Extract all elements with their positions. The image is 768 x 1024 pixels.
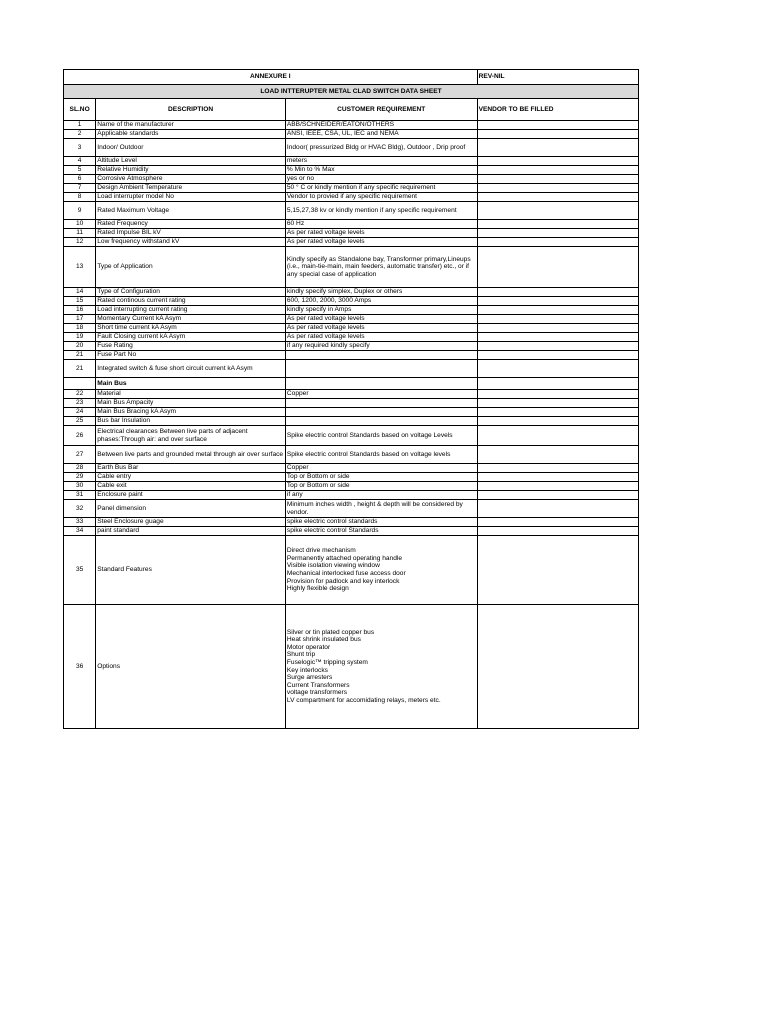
row-description: Between live parts and grounded metal through air over surface xyxy=(96,446,286,464)
row-vendor-value xyxy=(477,473,638,482)
row-sl-number: 3 xyxy=(64,139,96,157)
table-row xyxy=(64,482,639,491)
row-description: Rated Frequency xyxy=(96,220,286,229)
table-row xyxy=(64,184,639,193)
row-customer-requirement: Direct drive mechanism Permanently attached operating handle Visible isolation viewing window Mechanical interlocked fuse access door Provision for padlock and key interlock Highly flexible design xyxy=(285,536,477,605)
row-customer-requirement: Minimum inches width , height & depth will be considered by vendor. xyxy=(285,500,477,518)
table-row xyxy=(64,426,639,446)
row-vendor-value xyxy=(477,229,638,238)
row-customer-requirement xyxy=(285,408,477,417)
row-vendor-value xyxy=(477,297,638,306)
row-customer-requirement: kindly specify simplex, Duplex or others xyxy=(285,288,477,297)
row-vendor-value xyxy=(477,408,638,417)
table-row xyxy=(64,297,639,306)
table-row xyxy=(64,342,639,351)
table-row xyxy=(64,605,639,729)
row-sl-number xyxy=(64,378,96,390)
row-customer-requirement: spike electric control standards xyxy=(285,518,477,527)
row-description: Indoor/ Outdoor xyxy=(96,139,286,157)
row-description: Rated Impulse BIL kV xyxy=(96,229,286,238)
row-sl-number: 9 xyxy=(64,202,96,220)
table-row xyxy=(64,491,639,500)
row-sl-number: 28 xyxy=(64,464,96,473)
row-vendor-value xyxy=(477,399,638,408)
table-row xyxy=(64,202,639,220)
row-sl-number: 27 xyxy=(64,446,96,464)
table-row xyxy=(64,527,639,536)
section-heading: Main Bus xyxy=(96,378,286,390)
table-row xyxy=(64,408,639,417)
row-customer-requirement: As per rated voltage levels xyxy=(285,229,477,238)
table-row xyxy=(64,306,639,315)
row-sl-number: 31 xyxy=(64,491,96,500)
row-vendor-value xyxy=(477,491,638,500)
row-vendor-value xyxy=(477,426,638,446)
row-sl-number: 34 xyxy=(64,527,96,536)
row-customer-requirement: Silver or tin plated copper bus Heat shrink insulated bus Motor operator Shunt trip Fuselogic™ tripping system Key interlocks Surge arresters Current Transformers voltage transformers LV compartment for accomidating relays, meters etc. xyxy=(285,605,477,729)
table-row xyxy=(64,229,639,238)
row-description: Integrated switch & fuse short circuit current kA Asym xyxy=(96,360,286,378)
table-row xyxy=(64,333,639,342)
row-customer-requirement: Top or Bottom or side xyxy=(285,482,477,491)
row-sl-number: 33 xyxy=(64,518,96,527)
row-customer-requirement: 5,15,27,38 kv or kindly mention if any specific requirement xyxy=(285,202,477,220)
row-sl-number: 36 xyxy=(64,605,96,729)
row-description: Fault Closing current kA Asym xyxy=(96,333,286,342)
row-customer-requirement: Copper xyxy=(285,464,477,473)
row-customer-requirement: if any xyxy=(285,491,477,500)
column-header-vendor: VENDOR TO BE FILLED xyxy=(477,99,638,121)
column-header-row xyxy=(64,99,639,121)
column-header-description: DESCRIPTION xyxy=(96,99,286,121)
row-sl-number: 20 xyxy=(64,342,96,351)
row-sl-number: 6 xyxy=(64,175,96,184)
row-description: paint standard xyxy=(96,527,286,536)
row-description: Earth Bus Bar xyxy=(96,464,286,473)
row-sl-number: 26 xyxy=(64,426,96,446)
row-description: Rated Maximum Voltage xyxy=(96,202,286,220)
table-row xyxy=(64,139,639,157)
row-vendor-value xyxy=(477,518,638,527)
table-row xyxy=(64,399,639,408)
row-vendor-value xyxy=(477,536,638,605)
row-vendor-value xyxy=(477,193,638,202)
row-vendor-value xyxy=(477,166,638,175)
row-sl-number: 32 xyxy=(64,500,96,518)
table-row xyxy=(64,464,639,473)
row-sl-number: 21 xyxy=(64,360,96,378)
row-sl-number: 22 xyxy=(64,390,96,399)
data-sheet-table xyxy=(63,69,639,729)
row-description: Cable entry xyxy=(96,473,286,482)
row-description: Momentary Current kA Asym xyxy=(96,315,286,324)
row-vendor-value xyxy=(477,482,638,491)
row-description: Low frequency withstand kV xyxy=(96,238,286,247)
row-vendor-value xyxy=(477,157,638,166)
row-description: Electrical clearances Between live parts of adjacent phases:Through air: and over surface xyxy=(96,426,286,446)
row-customer-requirement: spike electric control Standards xyxy=(285,527,477,536)
row-vendor-value xyxy=(477,175,638,184)
row-description: Cable exit xyxy=(96,482,286,491)
row-description: Panel dimension xyxy=(96,500,286,518)
row-sl-number: 17 xyxy=(64,315,96,324)
row-sl-number: 24 xyxy=(64,408,96,417)
row-vendor-value xyxy=(477,288,638,297)
row-sl-number: 5 xyxy=(64,166,96,175)
row-sl-number: 21 xyxy=(64,351,96,360)
row-vendor-value xyxy=(477,315,638,324)
sheet-title: LOAD INTTERUPTER METAL CLAD SWITCH DATA SHEET xyxy=(64,85,639,99)
table-row xyxy=(64,247,639,288)
column-header-slno: SL.NO xyxy=(64,99,96,121)
row-vendor-value xyxy=(477,342,638,351)
row-vendor-value xyxy=(477,247,638,288)
row-sl-number: 13 xyxy=(64,247,96,288)
row-sl-number: 1 xyxy=(64,121,96,130)
row-customer-requirement xyxy=(285,351,477,360)
table-row xyxy=(64,238,639,247)
row-description: Material xyxy=(96,390,286,399)
row-sl-number: 18 xyxy=(64,324,96,333)
row-customer-requirement: if any required kindly specify xyxy=(285,342,477,351)
row-customer-requirement: As per rated voltage levels xyxy=(285,333,477,342)
row-description: Rated continous current rating xyxy=(96,297,286,306)
row-customer-requirement xyxy=(285,360,477,378)
row-description: Relative Humidity xyxy=(96,166,286,175)
row-description: Applicable standards xyxy=(96,130,286,139)
table-row xyxy=(64,166,639,175)
table-row xyxy=(64,500,639,518)
table-row xyxy=(64,175,639,184)
table-row xyxy=(64,536,639,605)
row-vendor-value xyxy=(477,464,638,473)
row-sl-number: 2 xyxy=(64,130,96,139)
row-vendor-value xyxy=(477,184,638,193)
row-vendor-value xyxy=(477,333,638,342)
row-description: Fuse Part No xyxy=(96,351,286,360)
row-sl-number: 7 xyxy=(64,184,96,193)
row-description: Main Bus Bracing kA Asym xyxy=(96,408,286,417)
title-row xyxy=(64,85,639,99)
row-description: Enclosure paint xyxy=(96,491,286,500)
row-vendor-value xyxy=(477,324,638,333)
row-sl-number: 25 xyxy=(64,417,96,426)
row-customer-requirement: ABB/SCHNEIDER/EATON/OTHERS xyxy=(285,121,477,130)
row-sl-number: 14 xyxy=(64,288,96,297)
row-description: Altitude Level xyxy=(96,157,286,166)
row-description: Fuse Rating xyxy=(96,342,286,351)
row-customer-requirement: Spike electric control Standards based on voltage Levels xyxy=(285,426,477,446)
row-description: Type of Configuration xyxy=(96,288,286,297)
row-customer-requirement: Copper xyxy=(285,390,477,399)
row-customer-requirement: As per rated voltage levels xyxy=(285,324,477,333)
table-row xyxy=(64,390,639,399)
table-row xyxy=(64,121,639,130)
row-vendor-value xyxy=(477,139,638,157)
annexure-row xyxy=(64,70,639,85)
row-sl-number: 8 xyxy=(64,193,96,202)
row-vendor-value xyxy=(477,500,638,518)
row-vendor-value xyxy=(477,306,638,315)
row-customer-requirement: Top or Bottom or side xyxy=(285,473,477,482)
row-customer-requirement xyxy=(285,399,477,408)
row-description: Short time current kA Asym xyxy=(96,324,286,333)
table-row xyxy=(64,473,639,482)
table-row xyxy=(64,417,639,426)
row-customer-requirement: % Min to % Max xyxy=(285,166,477,175)
column-header-requirement: CUSTOMER REQUIREMENT xyxy=(285,99,477,121)
row-description: Standard Features xyxy=(96,536,286,605)
table-row xyxy=(64,288,639,297)
table-row xyxy=(64,157,639,166)
revision-label: REV-NIL xyxy=(477,70,638,85)
row-customer-requirement xyxy=(285,378,477,390)
annexure-label: ANNEXURE I xyxy=(64,70,478,85)
row-vendor-value xyxy=(477,351,638,360)
table-row xyxy=(64,130,639,139)
row-customer-requirement: yes or no xyxy=(285,175,477,184)
table-row xyxy=(64,324,639,333)
row-vendor-value xyxy=(477,360,638,378)
row-vendor-value xyxy=(477,527,638,536)
row-sl-number: 4 xyxy=(64,157,96,166)
table-row xyxy=(64,518,639,527)
row-sl-number: 12 xyxy=(64,238,96,247)
row-sl-number: 15 xyxy=(64,297,96,306)
row-description: Design Ambient Temperature xyxy=(96,184,286,193)
row-description: Name of the manufacturer xyxy=(96,121,286,130)
table-row xyxy=(64,378,639,390)
row-sl-number: 30 xyxy=(64,482,96,491)
row-vendor-value xyxy=(477,130,638,139)
row-description: Bus bar Insulation xyxy=(96,417,286,426)
row-customer-requirement: As per rated voltage levels xyxy=(285,238,477,247)
row-description: Options xyxy=(96,605,286,729)
table-row xyxy=(64,360,639,378)
row-sl-number: 35 xyxy=(64,536,96,605)
row-description: Type of Application xyxy=(96,247,286,288)
row-vendor-value xyxy=(477,121,638,130)
row-description: Corrosive Atmosphere xyxy=(96,175,286,184)
row-sl-number: 29 xyxy=(64,473,96,482)
row-sl-number: 23 xyxy=(64,399,96,408)
row-vendor-value xyxy=(477,220,638,229)
row-customer-requirement: meters xyxy=(285,157,477,166)
row-sl-number: 19 xyxy=(64,333,96,342)
table-row xyxy=(64,351,639,360)
row-vendor-value xyxy=(477,238,638,247)
row-sl-number: 16 xyxy=(64,306,96,315)
row-customer-requirement: Vendor to provied if any specific requirement xyxy=(285,193,477,202)
row-vendor-value xyxy=(477,202,638,220)
row-description: Load interrupting current rating xyxy=(96,306,286,315)
table-row xyxy=(64,220,639,229)
row-description: Main Bus Ampacity xyxy=(96,399,286,408)
table-row xyxy=(64,446,639,464)
row-customer-requirement: As per rated voltage levels xyxy=(285,315,477,324)
row-customer-requirement: Kindly specify as Standalone bay, Transformer primary,Lineups (i.e., main-tie-main, main feeders, automatic transfer) etc., or if any special case of application xyxy=(285,247,477,288)
row-sl-number: 11 xyxy=(64,229,96,238)
row-customer-requirement: 600, 1200, 2000, 3000 Amps xyxy=(285,297,477,306)
row-vendor-value xyxy=(477,605,638,729)
row-customer-requirement xyxy=(285,417,477,426)
row-customer-requirement: 60 Hz xyxy=(285,220,477,229)
row-customer-requirement: Spike electric control Standards based on voltage levels xyxy=(285,446,477,464)
row-customer-requirement: kindly specify in Amps xyxy=(285,306,477,315)
row-vendor-value xyxy=(477,378,638,390)
table-row xyxy=(64,193,639,202)
row-vendor-value xyxy=(477,417,638,426)
row-customer-requirement: 50 ° C or kindly mention if any specific requirement xyxy=(285,184,477,193)
row-vendor-value xyxy=(477,390,638,399)
row-customer-requirement: ANSI, IEEE, CSA, UL, IEC and NEMA xyxy=(285,130,477,139)
table-row xyxy=(64,315,639,324)
row-description: Load interrupter model No xyxy=(96,193,286,202)
row-sl-number: 10 xyxy=(64,220,96,229)
row-vendor-value xyxy=(477,446,638,464)
row-description: Steel Enclosure guage xyxy=(96,518,286,527)
row-customer-requirement: Indoor( pressurized Bldg or HVAC Bldg), Outdoor , Drip proof xyxy=(285,139,477,157)
